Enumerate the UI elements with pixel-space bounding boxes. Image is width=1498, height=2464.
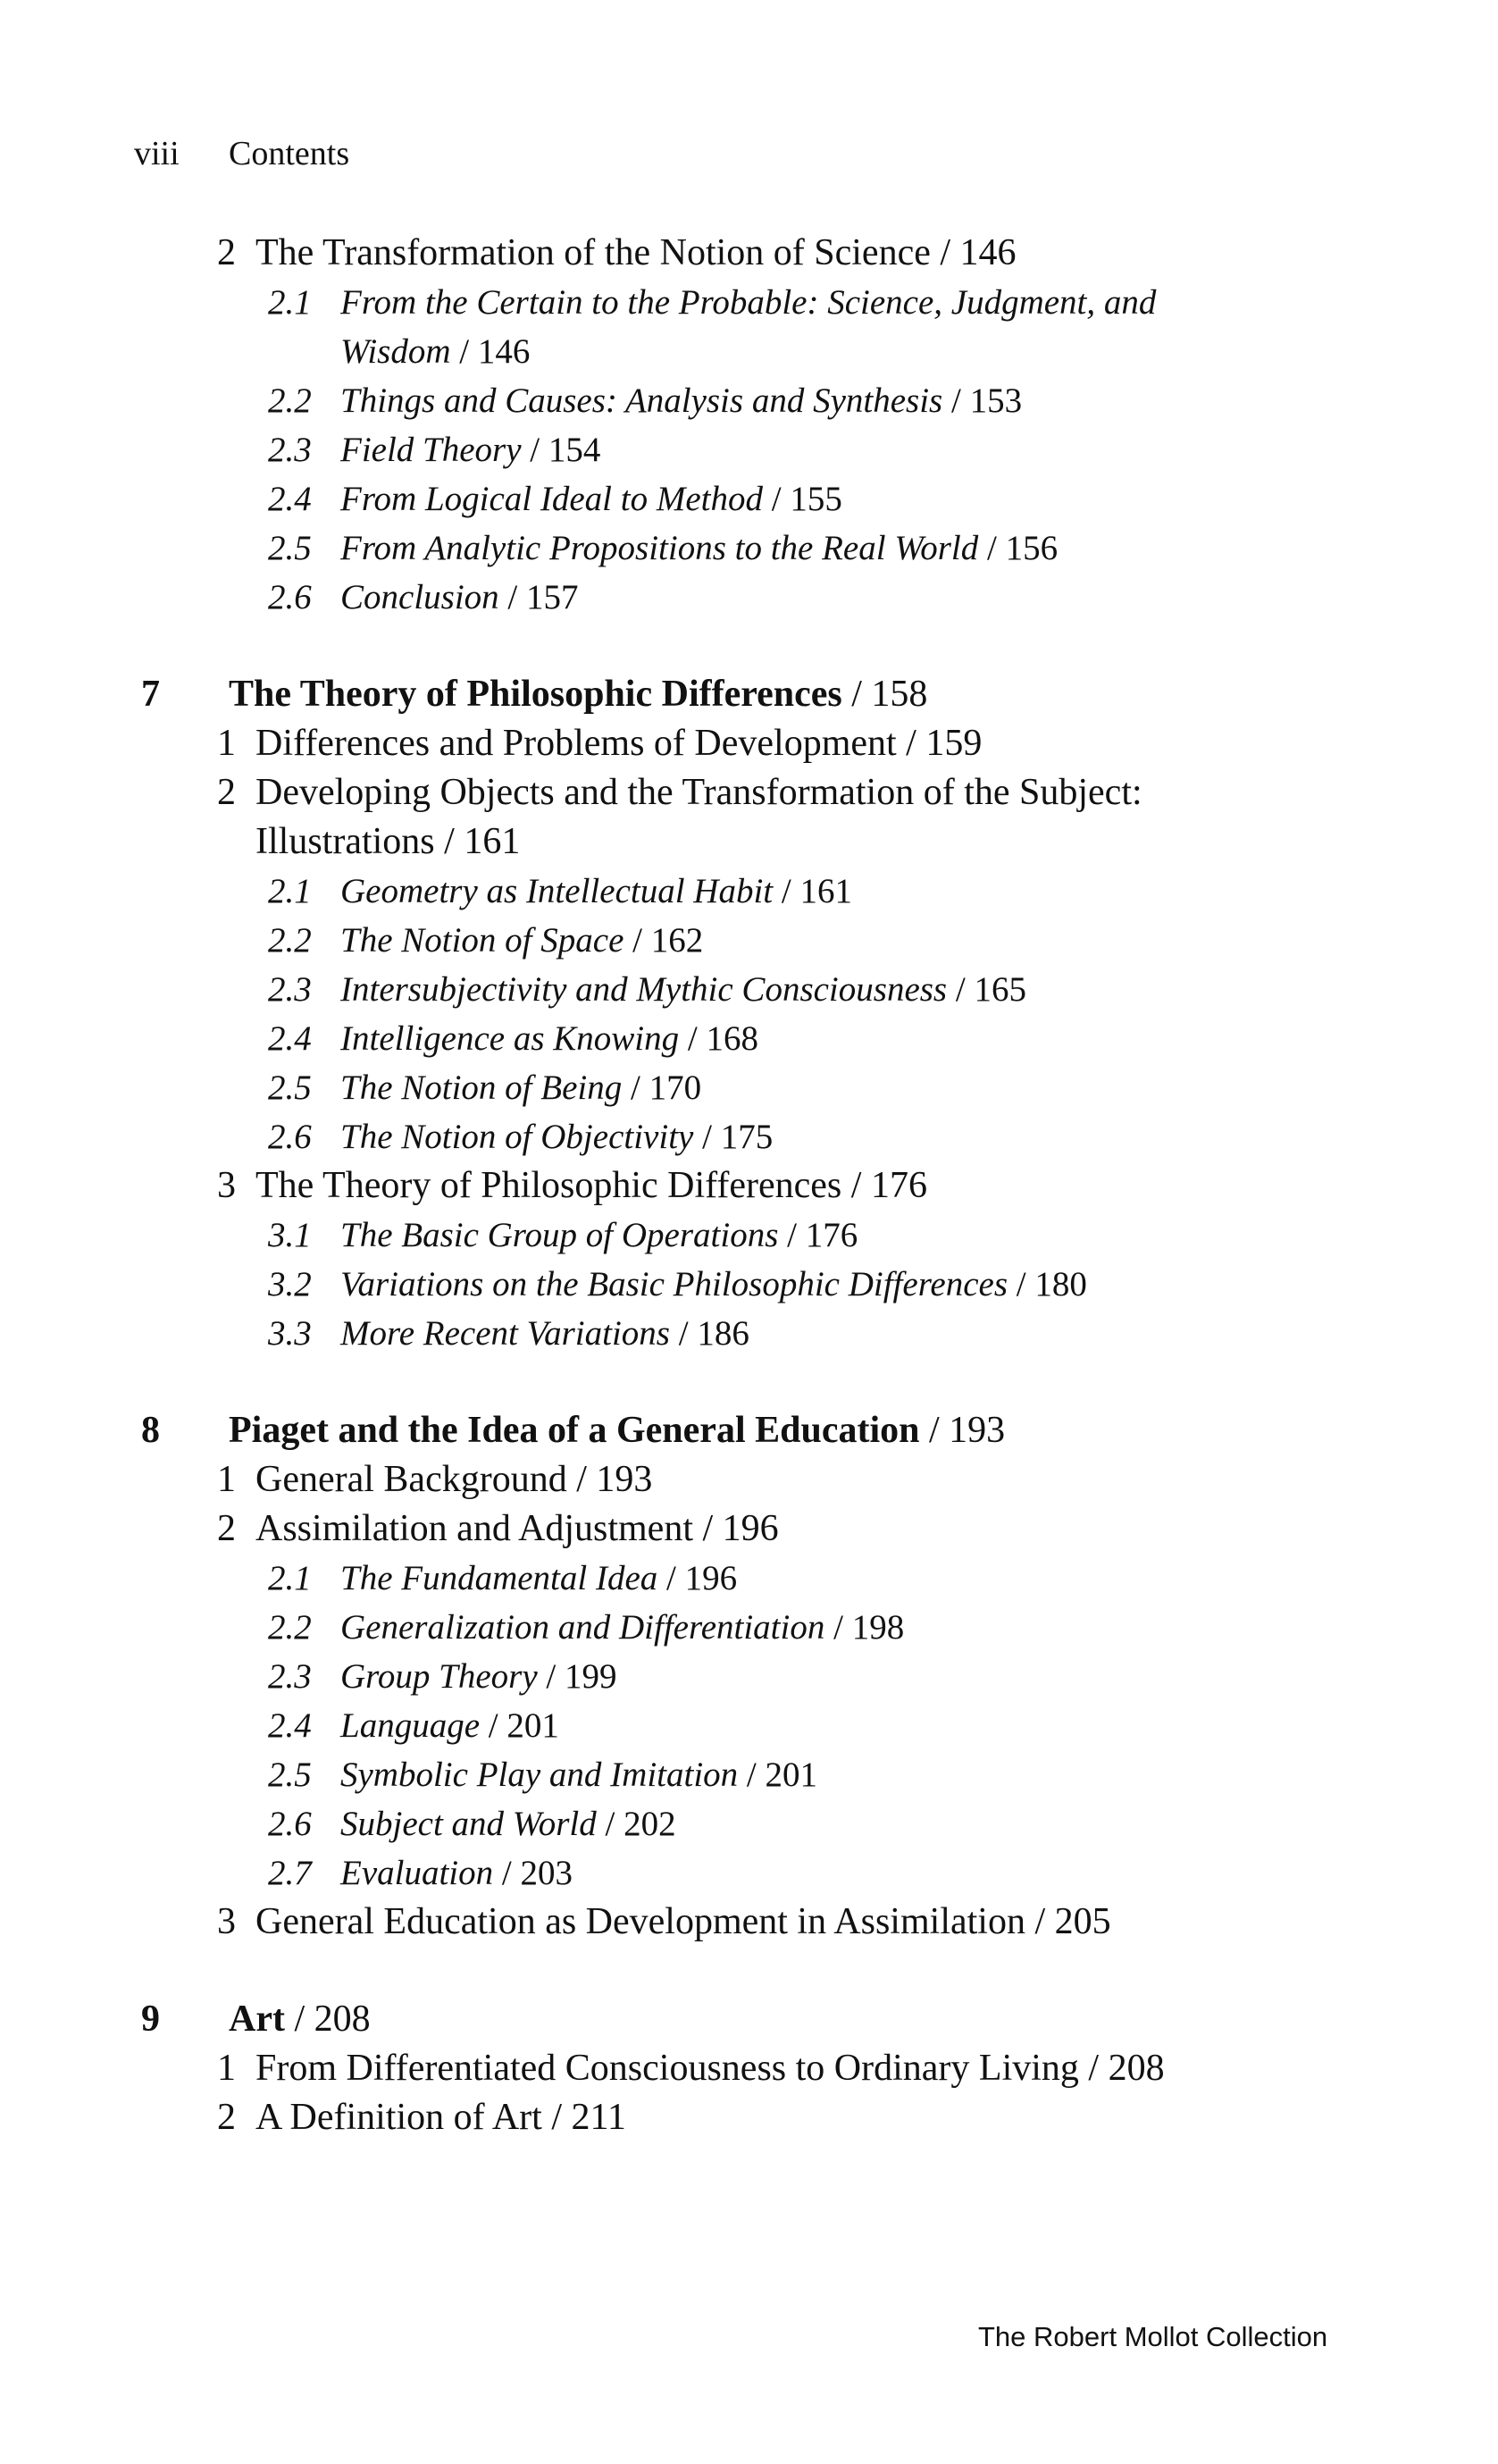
- subsection-number: 2.6: [268, 578, 312, 616]
- section-number: 3: [217, 1165, 236, 1206]
- entry-title: Conclusion: [340, 578, 499, 616]
- subsection-entry-continued: [134, 327, 1429, 376]
- toc-spacer: [134, 1947, 1429, 1995]
- section-entry: [134, 1455, 1429, 1504]
- subsection-number: 2.1: [268, 872, 312, 910]
- subsection-number: 2.3: [268, 1657, 312, 1696]
- subsection-text: Wisdom / 146: [340, 332, 531, 371]
- subsection-number: 2.4: [268, 480, 312, 518]
- section-text: From Differentiated Consciousness to Ordinary Living / 208: [255, 2048, 1165, 2089]
- subsection-text: The Basic Group of Operations / 176: [340, 1216, 858, 1254]
- entry-title: Evaluation: [340, 1854, 494, 1892]
- entry-page-number: 157: [526, 578, 579, 616]
- entry-title: The Theory of Philosophic Differences: [255, 1165, 842, 1206]
- subsection-entry: [134, 1112, 1429, 1161]
- subsection-entry: [134, 474, 1429, 524]
- subsection-text: The Notion of Objectivity / 175: [340, 1118, 774, 1156]
- subsection-entry: [134, 376, 1429, 425]
- entry-page-number: 161: [799, 872, 852, 910]
- section-text: [255, 768, 1142, 817]
- subsection-number: 2.4: [268, 1706, 312, 1745]
- entry-page-number: 201: [765, 1756, 818, 1794]
- entry-title: Subject and World: [340, 1805, 597, 1843]
- entry-page-number: 170: [649, 1069, 702, 1107]
- subsection-text: Group Theory / 199: [340, 1657, 617, 1696]
- entry-page-number: 168: [706, 1019, 758, 1058]
- chapter-entry: [134, 1406, 1429, 1455]
- section-number: 2: [217, 2097, 236, 2138]
- section-entry: [134, 229, 1429, 278]
- subsection-number: 2.5: [268, 1069, 312, 1107]
- subsection-text: Things and Causes: Analysis and Synthesis / 153: [340, 381, 1023, 420]
- subsection-entry: [134, 1799, 1429, 1848]
- entry-page-number: 175: [720, 1118, 774, 1156]
- subsection-number: 3.3: [268, 1314, 312, 1353]
- entry-title: More Recent Variations: [340, 1314, 670, 1353]
- subsection-text: Intersubjectivity and Mythic Consciousness / 165: [340, 970, 1026, 1009]
- subsection-text: [340, 278, 1156, 327]
- subsection-text: The Fundamental Idea / 196: [340, 1559, 738, 1597]
- section-entry: [134, 2044, 1429, 2093]
- subsection-entry: [134, 1211, 1429, 1260]
- subsection-entry: [134, 1260, 1429, 1309]
- subsection-number: 2.1: [268, 1559, 312, 1597]
- entry-title: The Notion of Space: [340, 921, 624, 960]
- section-entry: [134, 1898, 1429, 1947]
- entry-title: General Background: [255, 1459, 567, 1500]
- entry-title: General Education as Development in Assimilation: [255, 1901, 1025, 1942]
- entry-title: The Notion of Being: [340, 1069, 623, 1107]
- subsection-entry: [134, 1652, 1429, 1701]
- entry-page-number: 165: [974, 970, 1026, 1009]
- entry-page-number: 201: [506, 1706, 559, 1745]
- subsection-entry: [134, 573, 1429, 622]
- subsection-text: The Notion of Being / 170: [340, 1069, 702, 1107]
- subsection-number: 3.1: [268, 1216, 312, 1254]
- subsection-entry: [134, 1848, 1429, 1898]
- subsection-text: Language / 201: [340, 1706, 559, 1745]
- chapter-entry: [134, 1995, 1429, 2044]
- section-number: 2: [217, 232, 236, 273]
- subsection-text: Variations on the Basic Philosophic Differences / 180: [340, 1265, 1087, 1303]
- section-number: 1: [217, 2048, 236, 2089]
- entry-page-number: 162: [650, 921, 704, 960]
- subsection-entry: [134, 278, 1429, 327]
- section-text: Differences and Problems of Development / 159: [255, 723, 983, 764]
- section-text: General Education as Development in Assimilation / 205: [255, 1901, 1111, 1942]
- entry-page-number: 180: [1034, 1265, 1087, 1303]
- entry-title: The Notion of Objectivity: [340, 1118, 694, 1156]
- section-entry: [134, 719, 1429, 768]
- toc-spacer: [134, 1358, 1429, 1406]
- entry-page-number: 193: [949, 1410, 1006, 1451]
- section-text: The Theory of Philosophic Differences / 176: [255, 1165, 927, 1206]
- table-of-contents: [134, 229, 1429, 2142]
- entry-page-number: 211: [571, 2097, 626, 2138]
- entry-title: Wisdom: [340, 332, 451, 371]
- subsection-number: 2.5: [268, 1756, 312, 1794]
- entry-page-number: 198: [851, 1608, 905, 1647]
- entry-title: The Basic Group of Operations: [340, 1216, 779, 1254]
- entry-page-number: 176: [805, 1216, 858, 1254]
- entry-title: Intelligence as Knowing: [340, 1019, 680, 1058]
- subsection-entry: [134, 524, 1429, 573]
- chapter-number: 8: [141, 1410, 160, 1451]
- entry-title: Things and Causes: Analysis and Synthesis: [340, 381, 943, 420]
- entry-page-number: 205: [1054, 1901, 1111, 1942]
- subsection-text: From Analytic Propositions to the Real World / 156: [340, 529, 1059, 567]
- subsection-text: Generalization and Differentiation / 198: [340, 1608, 905, 1647]
- subsection-entry: [134, 1750, 1429, 1799]
- entry-title: Group Theory: [340, 1657, 538, 1696]
- section-text: Assimilation and Adjustment / 196: [255, 1508, 779, 1549]
- subsection-text: Evaluation / 203: [340, 1854, 573, 1892]
- chapter-number: 9: [141, 1999, 160, 2040]
- subsection-text: Geometry as Intellectual Habit / 161: [340, 872, 852, 910]
- page-folio: viii: [134, 135, 180, 172]
- subsection-text: Conclusion / 157: [340, 578, 579, 616]
- entry-title: The Theory of Philosophic Differences: [229, 674, 842, 715]
- chapter-text: The Theory of Philosophic Differences / 158: [229, 674, 928, 715]
- subsection-number: 2.4: [268, 1019, 312, 1058]
- section-entry: [134, 2093, 1429, 2142]
- entry-title: Art: [229, 1999, 285, 2040]
- entry-title: The Fundamental Idea: [340, 1559, 658, 1597]
- entry-page-number: 196: [722, 1508, 779, 1549]
- chapter-text: Art / 208: [229, 1999, 371, 2040]
- section-entry-continued: [134, 817, 1429, 867]
- subsection-number: 2.5: [268, 529, 312, 567]
- entry-page-number: 161: [464, 821, 521, 862]
- section-number: 2: [217, 1508, 236, 1549]
- entry-page-number: 203: [520, 1854, 573, 1892]
- entry-title: Geometry as Intellectual Habit: [340, 872, 774, 910]
- section-entry: [134, 768, 1429, 817]
- entry-title: A Definition of Art: [255, 2097, 542, 2138]
- subsection-text: More Recent Variations / 186: [340, 1314, 749, 1353]
- entry-title: Developing Objects and the Transformation of the Subject:: [255, 772, 1142, 813]
- entry-page-number: 208: [1108, 2048, 1165, 2089]
- entry-title: The Transformation of the Notion of Science: [255, 232, 931, 273]
- entry-title: Generalization and Differentiation: [340, 1608, 825, 1647]
- subsection-number: 2.2: [268, 921, 312, 960]
- entry-title: Variations on the Basic Philosophic Differences: [340, 1265, 1008, 1303]
- section-number: 2: [217, 772, 236, 813]
- chapter-text: Piaget and the Idea of a General Education / 193: [229, 1410, 1006, 1451]
- subsection-entry: [134, 916, 1429, 965]
- entry-title: Piaget and the Idea of a General Education: [229, 1410, 920, 1451]
- entry-title: From Differentiated Consciousness to Ordinary Living: [255, 2048, 1079, 2089]
- collection-credit: The Robert Mollot Collection: [978, 2321, 1328, 2352]
- entry-title: From Logical Ideal to Method: [340, 480, 763, 518]
- subsection-number: 2.6: [268, 1805, 312, 1843]
- section-entry: [134, 1161, 1429, 1211]
- running-head: Contents: [229, 135, 350, 172]
- entry-title: Differences and Problems of Development: [255, 723, 897, 764]
- subsection-text: Symbolic Play and Imitation / 201: [340, 1756, 818, 1794]
- section-text: The Transformation of the Notion of Science / 146: [255, 232, 1017, 273]
- subsection-entry: [134, 1701, 1429, 1750]
- entry-page-number: 158: [871, 674, 928, 715]
- entry-page-number: 193: [596, 1459, 653, 1500]
- entry-page-number: 146: [959, 232, 1017, 273]
- entry-page-number: 196: [684, 1559, 738, 1597]
- subsection-entry: [134, 1554, 1429, 1603]
- chapter-entry: [134, 670, 1429, 719]
- entry-title: Assimilation and Adjustment: [255, 1508, 693, 1549]
- subsection-text: From Logical Ideal to Method / 155: [340, 480, 842, 518]
- subsection-entry: [134, 1063, 1429, 1112]
- subsection-text: Subject and World / 202: [340, 1805, 676, 1843]
- entry-title: Language: [340, 1706, 480, 1745]
- subsection-number: 2.1: [268, 283, 312, 322]
- subsection-number: 2.3: [268, 431, 312, 469]
- subsection-number: 3.2: [268, 1265, 312, 1303]
- entry-title: Symbolic Play and Imitation: [340, 1756, 739, 1794]
- entry-page-number: 159: [925, 723, 983, 764]
- subsection-entry: [134, 867, 1429, 916]
- section-number: 1: [217, 723, 236, 764]
- section-number: 1: [217, 1459, 236, 1500]
- section-text: A Definition of Art / 211: [255, 2097, 626, 2138]
- entry-page-number: 153: [969, 381, 1023, 420]
- entry-title: Field Theory: [340, 431, 522, 469]
- subsection-entry: [134, 965, 1429, 1014]
- entry-title: From the Certain to the Probable: Science, Judgment, and: [340, 283, 1157, 322]
- entry-page-number: 156: [1005, 529, 1059, 567]
- subsection-number: 2.2: [268, 381, 312, 420]
- subsection-text: The Notion of Space / 162: [340, 921, 704, 960]
- section-number: 3: [217, 1901, 236, 1942]
- entry-page-number: 186: [697, 1314, 749, 1353]
- entry-page-number: 154: [548, 431, 601, 469]
- section-entry: [134, 1504, 1429, 1554]
- entry-page-number: 208: [314, 1999, 371, 2040]
- section-text: General Background / 193: [255, 1459, 653, 1500]
- entry-page-number: 199: [564, 1657, 617, 1696]
- subsection-entry: [134, 425, 1429, 474]
- entry-page-number: 176: [870, 1165, 927, 1206]
- subsection-number: 2.6: [268, 1118, 312, 1156]
- subsection-entry: [134, 1309, 1429, 1358]
- subsection-number: 2.7: [268, 1854, 312, 1892]
- subsection-text: Field Theory / 154: [340, 431, 601, 469]
- entry-title: Illustrations: [255, 821, 435, 862]
- subsection-number: 2.3: [268, 970, 312, 1009]
- subsection-text: Intelligence as Knowing / 168: [340, 1019, 758, 1058]
- section-text: Illustrations / 161: [255, 821, 521, 862]
- subsection-entry: [134, 1014, 1429, 1063]
- entry-page-number: 202: [623, 1805, 676, 1843]
- subsection-number: 2.2: [268, 1608, 312, 1647]
- toc-spacer: [134, 622, 1429, 670]
- entry-title: Intersubjectivity and Mythic Consciousness: [340, 970, 948, 1009]
- entry-page-number: 155: [790, 480, 842, 518]
- subsection-entry: [134, 1603, 1429, 1652]
- entry-page-number: 146: [477, 332, 531, 371]
- chapter-number: 7: [141, 674, 160, 715]
- entry-title: From Analytic Propositions to the Real World: [340, 529, 979, 567]
